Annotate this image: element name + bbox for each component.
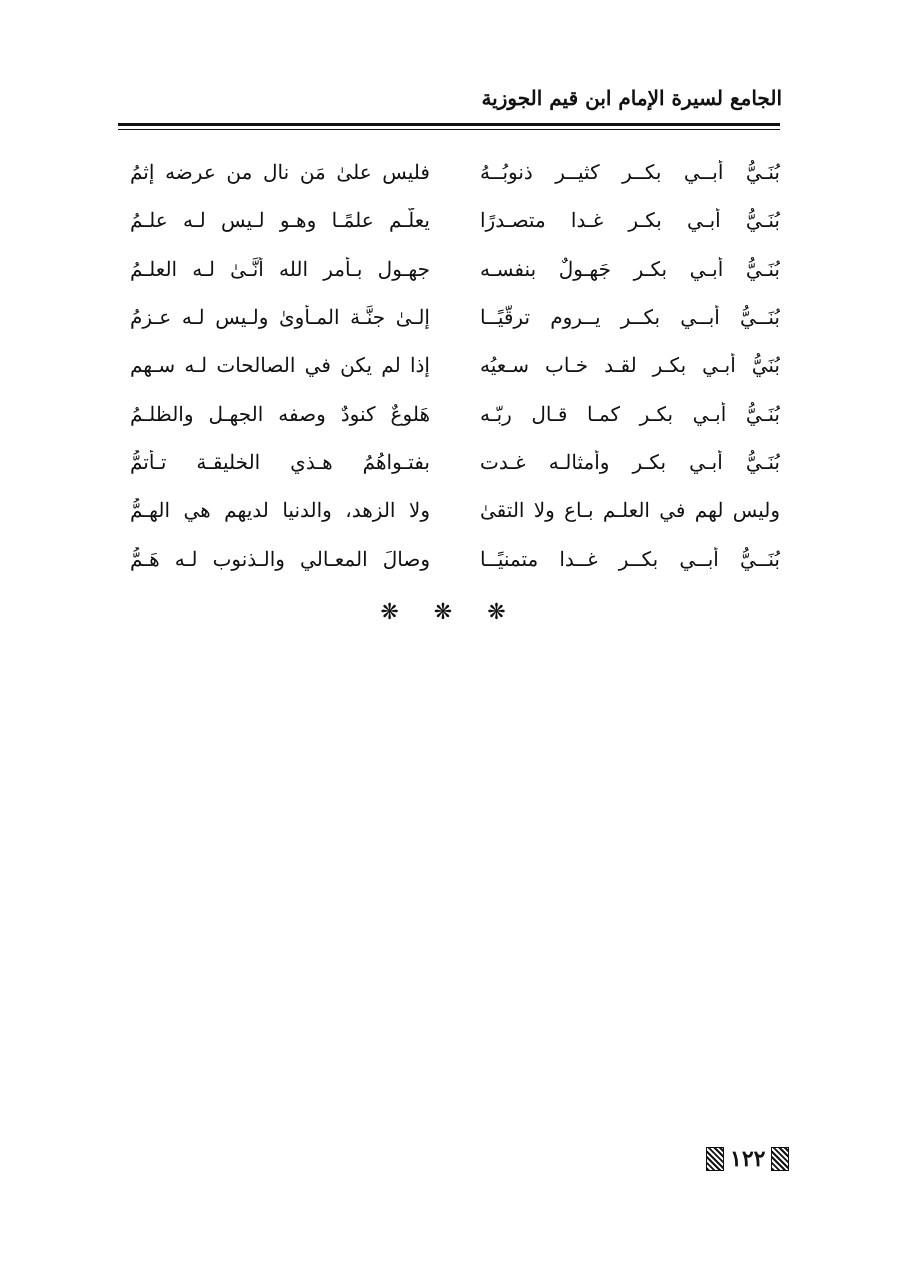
page-number-block	[706, 1144, 789, 1174]
verse	[130, 293, 780, 341]
verse-first-hemistich: بُنَـيُّ أبـي بكـر غـدا متصـدرًا	[480, 208, 780, 233]
verse-second-hemistich: ولا الزهد، والدنيا لديهم هي الهـمُّ	[130, 498, 430, 523]
verse	[130, 245, 780, 293]
verse	[130, 438, 780, 486]
verse	[130, 486, 780, 534]
verse-second-hemistich: إذا لم يكن في الصالحات لـه سـهم	[130, 353, 430, 378]
verse-first-hemistich: وليس لهم في العلـم بـاع ولا التقىٰ	[480, 498, 780, 523]
verse-first-hemistich: بُنَــيُّ أبــي بكــر يــروم ترقّيًــا	[480, 305, 780, 330]
verse-second-hemistich: بفتـواهُمُ هـذي الخليقـة تـأتمُّ	[130, 449, 430, 474]
page-number: ١٢٢	[730, 1146, 766, 1172]
verse-first-hemistich: بُنَـيُّ أبـي بكـر وأمثالـه غـدت	[480, 449, 780, 474]
verse	[130, 389, 780, 437]
verse-second-hemistich: فليس علىٰ مَن نال من عرضه إثمُ	[130, 160, 430, 185]
folio-ornament-icon	[706, 1147, 724, 1171]
verse-second-hemistich: يعلّـم علمًـا وهـو لـيس لـه علـمُ	[130, 208, 430, 233]
verse-first-hemistich: بُنَـيُّ أبــي بكــر كثيــر ذنوبُــهُ	[480, 160, 780, 185]
verse-second-hemistich: جهـول بـأمر الله أنَّـىٰ لـه العلـمُ	[130, 256, 430, 281]
header-rule-thick	[118, 123, 780, 126]
folio-ornament-icon	[771, 1147, 789, 1171]
verse	[130, 341, 780, 389]
running-header: الجامع لسيرة الإمام ابن قيم الجوزية	[481, 86, 782, 110]
verse-first-hemistich: بُنَيُّ أبـي بكـر لقـد خـاب سـعيُه	[480, 353, 780, 378]
verse-first-hemistich: بُنَـيُّ أبـي بكـر جَهـولٌ بنفسـه	[480, 256, 780, 281]
section-divider-ornament: ❋ ❋ ❋	[380, 600, 520, 625]
verse-first-hemistich: بُنَـيُّ أبـي بكـر كمـا قـال ربّـه	[480, 401, 780, 426]
poem	[130, 148, 780, 583]
verse-first-hemistich: بُنَــيُّ أبــي بكــر غــدا متمنيًــا	[480, 546, 780, 571]
verse	[130, 148, 780, 196]
verse	[130, 196, 780, 244]
verse-second-hemistich: إلـىٰ جنَّـة المـأوىٰ ولـيس لـه عـزمُ	[130, 305, 430, 330]
verse	[130, 534, 780, 582]
verse-second-hemistich: وصالَ المعـالي والـذنوب لـه هَـمُّ	[130, 546, 430, 571]
verse-second-hemistich: هَلوعٌ كنودٌ وصفه الجهـل والظلـمُ	[130, 401, 430, 426]
header-rule-thin	[118, 129, 780, 130]
